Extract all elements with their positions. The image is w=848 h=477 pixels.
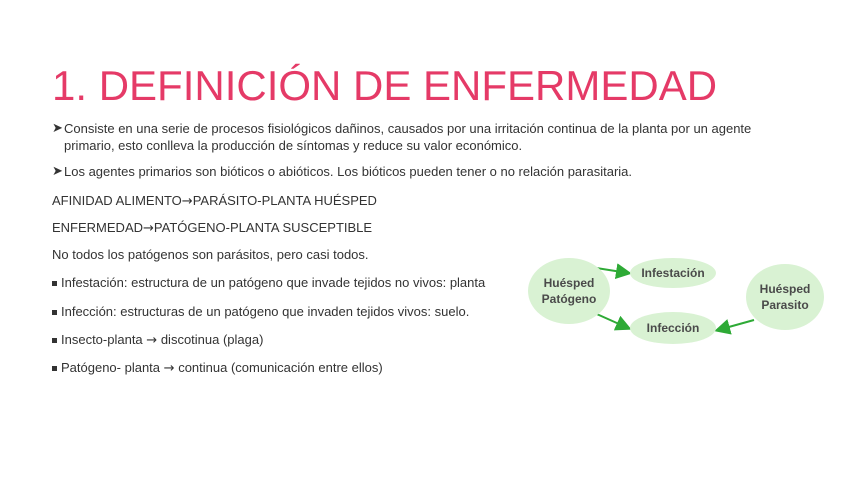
insecto-item: Insecto-planta → discotinua (plaga) [52, 332, 263, 348]
square-bullet-icon [52, 310, 57, 315]
infeccion-node: Infección [630, 312, 716, 344]
right-arrow-icon: → [143, 221, 154, 236]
square-bullet-icon [52, 281, 57, 286]
huesped-patogeno-node: Huésped Patógeno [528, 258, 610, 324]
infestacion-item: Infestación: estructura de un patógeno que invade tejidos no vivos: planta [52, 275, 485, 290]
arrowhead-bullet-icon: ➤ [52, 121, 63, 136]
square-bullet-icon [52, 338, 57, 343]
afinidad-line: AFINIDAD ALIMENTO→PARÁSITO-PLANTA HUÉSPED [52, 193, 377, 209]
infeccion-item: Infección: estructuras de un patógeno que invaden tejidos vivos: suelo. [52, 304, 469, 319]
huesped-parasito-node: Huésped Parasito [746, 264, 824, 330]
enfermedad-line: ENFERMEDAD→PATÓGENO-PLANTA SUSCEPTIBLE [52, 220, 373, 236]
right-arrow-icon: → [181, 194, 193, 209]
relationship-diagram [528, 248, 828, 358]
arrowhead-bullet-icon: ➤ [52, 164, 63, 179]
right-arrow-icon: → [146, 333, 158, 348]
patogeno-item: Patógeno- planta → continua (comunicación entre ellos) [52, 360, 383, 376]
arrow-parasito-to-infeccion [718, 320, 754, 330]
bullet-agents [52, 163, 792, 180]
bullet-definition [52, 120, 792, 154]
bullet-text: Consiste en una serie de procesos fisiológicos dañinos, causados por una irritación continua de la planta por un agente primario, esto conlleva la producción de síntomas y reduce su valor económico. [64, 121, 752, 153]
bullet-text: Los agentes primarios son bióticos o abióticos. Los bióticos pueden tener o no relación parasitaria. [64, 164, 633, 179]
bullet-list [52, 120, 792, 180]
square-bullet-icon [52, 366, 57, 371]
slide-title: 1. DEFINICIÓN DE ENFERMEDAD [52, 62, 718, 109]
right-arrow-icon: → [163, 361, 175, 376]
no-todos-line: No todos los patógenos son parásitos, pero casi todos. [52, 247, 369, 262]
infestacion-node: Infestación [630, 258, 716, 288]
